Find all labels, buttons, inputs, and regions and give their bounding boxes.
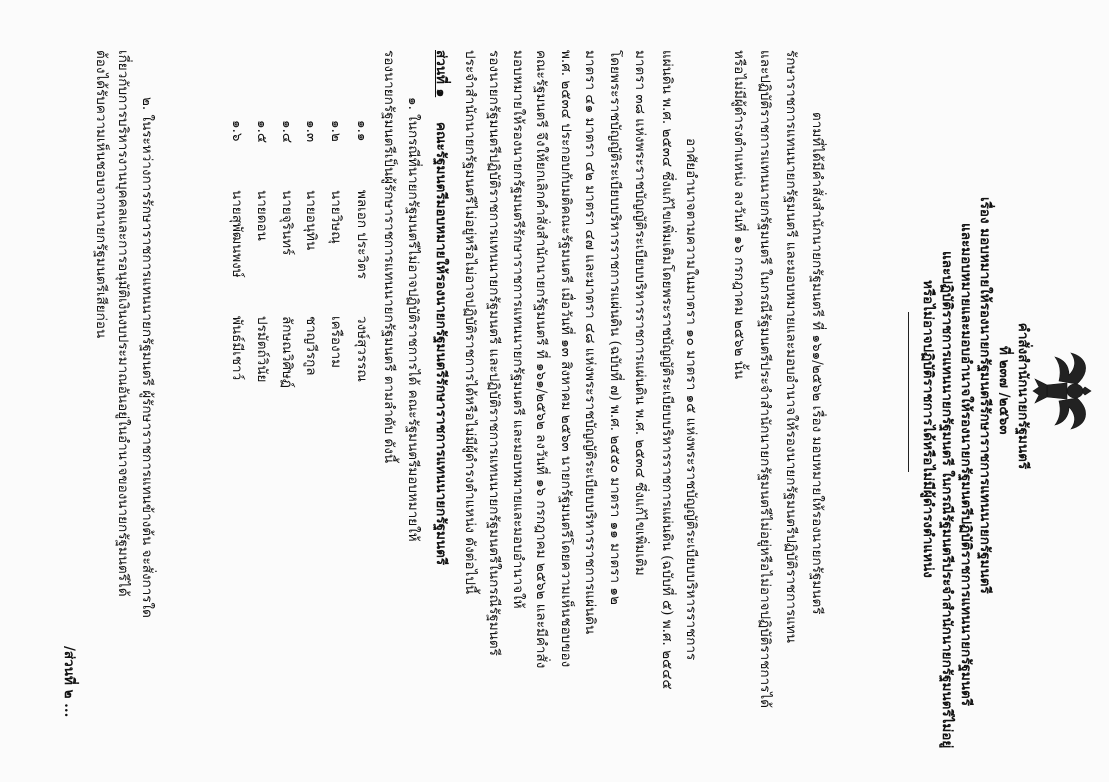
deputy-number: ๑.๓ bbox=[303, 120, 319, 143]
deputy-name: นายวิษณุ bbox=[328, 190, 344, 244]
item-1-line: ๑. ในกรณีที่นายกรัฐมนตรีไม่อาจปฏิบัติราชการได้ คณะรัฐมนตรีมอบหมายให้ bbox=[405, 97, 421, 542]
office-title: คำสั่งสำนักนายกรัฐมนตรี bbox=[1015, 322, 1031, 470]
item-2-line: ๒. ในระหว่างการรักษาราชการแทนนายกรัฐมนตรี ผู้รักษาราชการแทนข้างต้น จะสั่งการใด bbox=[139, 97, 155, 618]
paragraph-2-line: แผ่นดิน พ.ศ. ๒๕๓๔ ซึ่งแก้ไขเพิ่มเติมโดยพระราชบัญญัติระเบียบบริหารราชการแผ่นดิน (ฉบับที่ ๕) พ.ศ. ๒๕๔๕ bbox=[659, 50, 675, 690]
item-1-line: รองนายกรัฐมนตรีเป็นผู้รักษาราชการแทนนายกรัฐมนตรี ตามลำดับ ดังนี้ bbox=[381, 50, 397, 464]
subject-line-4: หรือไม่อาจปฏิบัติราชการได้หรือไม่มีผู้ดำรงตำแหน่ง bbox=[920, 280, 936, 578]
paragraph-2-line: มาตรา ๔๑ มาตรา ๔๒ มาตรา ๔๗ และมาตรา ๔๘ แห่งพระราชบัญญัติระเบียบบริหารราชการแผ่นดิน bbox=[582, 50, 598, 635]
paragraph-2-line: คณะรัฐมนตรี จึงให้ยกเลิกคำสั่งสำนักนายกรัฐมนตรี ที่ ๑๖๑/๒๕๖๒ ลงวันที่ ๑๖ กรกฎาคม ๒๕๖๒ และมีคำสั่ง bbox=[533, 50, 549, 669]
deputy-number: ๑.๑ bbox=[354, 120, 370, 142]
paragraph-1-line: ตามที่ได้มีคำสั่งสำนักนายกรัฐมนตรี ที่ ๑๖๑/๒๕๖๒ เรื่อง มอบหมายให้รองนายกรัฐมนตรี bbox=[809, 112, 825, 615]
deputy-number: ๑.๒ bbox=[328, 120, 344, 142]
deputy-surname: ปรมัตถ์วินัย bbox=[254, 316, 270, 383]
paragraph-2-line: มอบหมายให้รองนายกรัฐมนตรีรักษาราชการแทนนายกรัฐมนตรี และมอบหมายและมอบอำนาจให้ bbox=[510, 50, 526, 609]
deputy-surname: เครืองาม bbox=[328, 316, 344, 369]
header-divider bbox=[908, 312, 909, 472]
deputy-number: ๑.๖ bbox=[229, 120, 245, 142]
subject-line-3: และปฏิบัติราชการแทนนายกรัฐมนตรี ในกรณีรัฐมนตรีประจำสำนักนายกรัฐมนตรีไม่อยู่ bbox=[939, 251, 955, 749]
paragraph-2-line: พ.ศ. ๒๕๓๔ ประกอบกับมติคณะรัฐมนตรี เมื่อวันที่ ๑๓ สิงหาคม ๒๕๖๓ นายกรัฐมนตรีโดยความเห็นชอบของ bbox=[558, 50, 574, 668]
subject-line-2: และมอบหมายและมอบอำนาจให้รองนายกรัฐมนตรีปฏิบัติราชการแทนนายกรัฐมนตรี bbox=[958, 223, 974, 707]
paragraph-2-line: รองนายกรัฐมนตรีปฏิบัติราชการแทนนายกรัฐมนตรี และปฏิบัติราชการแทนนายกรัฐมนตรีในกรณีรัฐมนตรี bbox=[486, 50, 502, 656]
deputy-surname: พันธ์มีเชาว์ bbox=[229, 316, 245, 381]
garuda-emblem-icon bbox=[1031, 351, 1097, 431]
deputy-name: นายดอน bbox=[254, 190, 270, 241]
deputy-number: ๑.๔ bbox=[279, 120, 295, 144]
deputy-name: พลเอก ประวิตร bbox=[354, 190, 370, 280]
paragraph-2-line: ประจำสำนักนายกรัฐมนตรีไม่อยู่หรือไม่อาจปฏิบัติราชการได้หรือไม่มีผู้ดำรงตำแหน่ง ดังต่อไปนี้ bbox=[462, 50, 478, 595]
deputy-name: นายสุพัฒนพงษ์ bbox=[229, 190, 245, 278]
deputy-name: นายจุรินทร์ bbox=[279, 190, 295, 256]
deputy-number: ๑.๕ bbox=[254, 120, 270, 144]
item-2-line: ต้องได้รับความเห็นชอบจากนายกรัฐมนตรีเสียก่อน bbox=[93, 50, 109, 339]
continuation-marker: /ส่วนที่ ๒ ... bbox=[61, 646, 77, 718]
section-1-label: ส่วนที่ ๑ bbox=[433, 50, 449, 98]
paragraph-1-line: รักษาราชการแทนนายกรัฐมนตรี และมอบหมายและมอบอำนาจให้รองนายกรัฐมนตรีปฏิบัติราชการแทน bbox=[783, 50, 799, 644]
deputy-surname: ชาญวีรกูล bbox=[303, 316, 319, 376]
order-number: ที่ ๒๓๗ /๒๕๖๓ bbox=[996, 346, 1012, 435]
deputy-surname: ลักษณวิศิษฏ์ bbox=[279, 316, 295, 388]
section-1-title: คณะรัฐมนตรีมอบหมายให้รองนายกรัฐมนตรีรักษาราชการแทนนายกรัฐมนตรี bbox=[433, 122, 449, 566]
subject-line-1: เรื่อง มอบหมายให้รองนายกรัฐมนตรีรักษาราชการแทนนายกรัฐมนตรี bbox=[977, 197, 993, 594]
paragraph-2-line: อาศัยอำนาจตามความในมาตรา ๑๐ มาตรา ๑๕ แห่งพระราชบัญญัติระเบียบบริหารราชการ bbox=[683, 138, 699, 661]
item-2-line: เกี่ยวกับการบริหารงานบุคคลและการอนุมัติเงินงบประมาณอันอยู่ในอำนาจของนายกรัฐมนตรีได้ bbox=[115, 50, 131, 597]
paragraph-2-line: มาตรา ๓๘ แห่งพระราชบัญญัติระเบียบบริหารราชการแผ่นดิน พ.ศ. ๒๕๓๔ ซึ่งแก้ไขเพิ่มเติม bbox=[632, 50, 648, 576]
deputy-name: นายอนุทิน bbox=[303, 190, 319, 251]
paragraph-1-line: หรือไม่มีผู้ดำรงตำแหน่ง ลงวันที่ ๑๖ กรกฎาคม ๒๕๖๒ นั้น bbox=[731, 50, 747, 380]
paragraph-2-line: โดยพระราชบัญญัติระเบียบบริหารราชการแผ่นดิน (ฉบับที่ ๗) พ.ศ. ๒๕๕๐ มาตรา ๑๑ มาตรา ๑๒ bbox=[607, 50, 623, 605]
paragraph-1-line: และปฏิบัติราชการแทนนายกรัฐมนตรี ในกรณีรัฐมนตรีประจำสำนักนายกรัฐมนตรีไม่อยู่หรือไม่อาจปฏิบัติราชการได้ bbox=[757, 50, 773, 708]
deputy-surname: วงษ์สุวรรณ bbox=[354, 316, 370, 382]
